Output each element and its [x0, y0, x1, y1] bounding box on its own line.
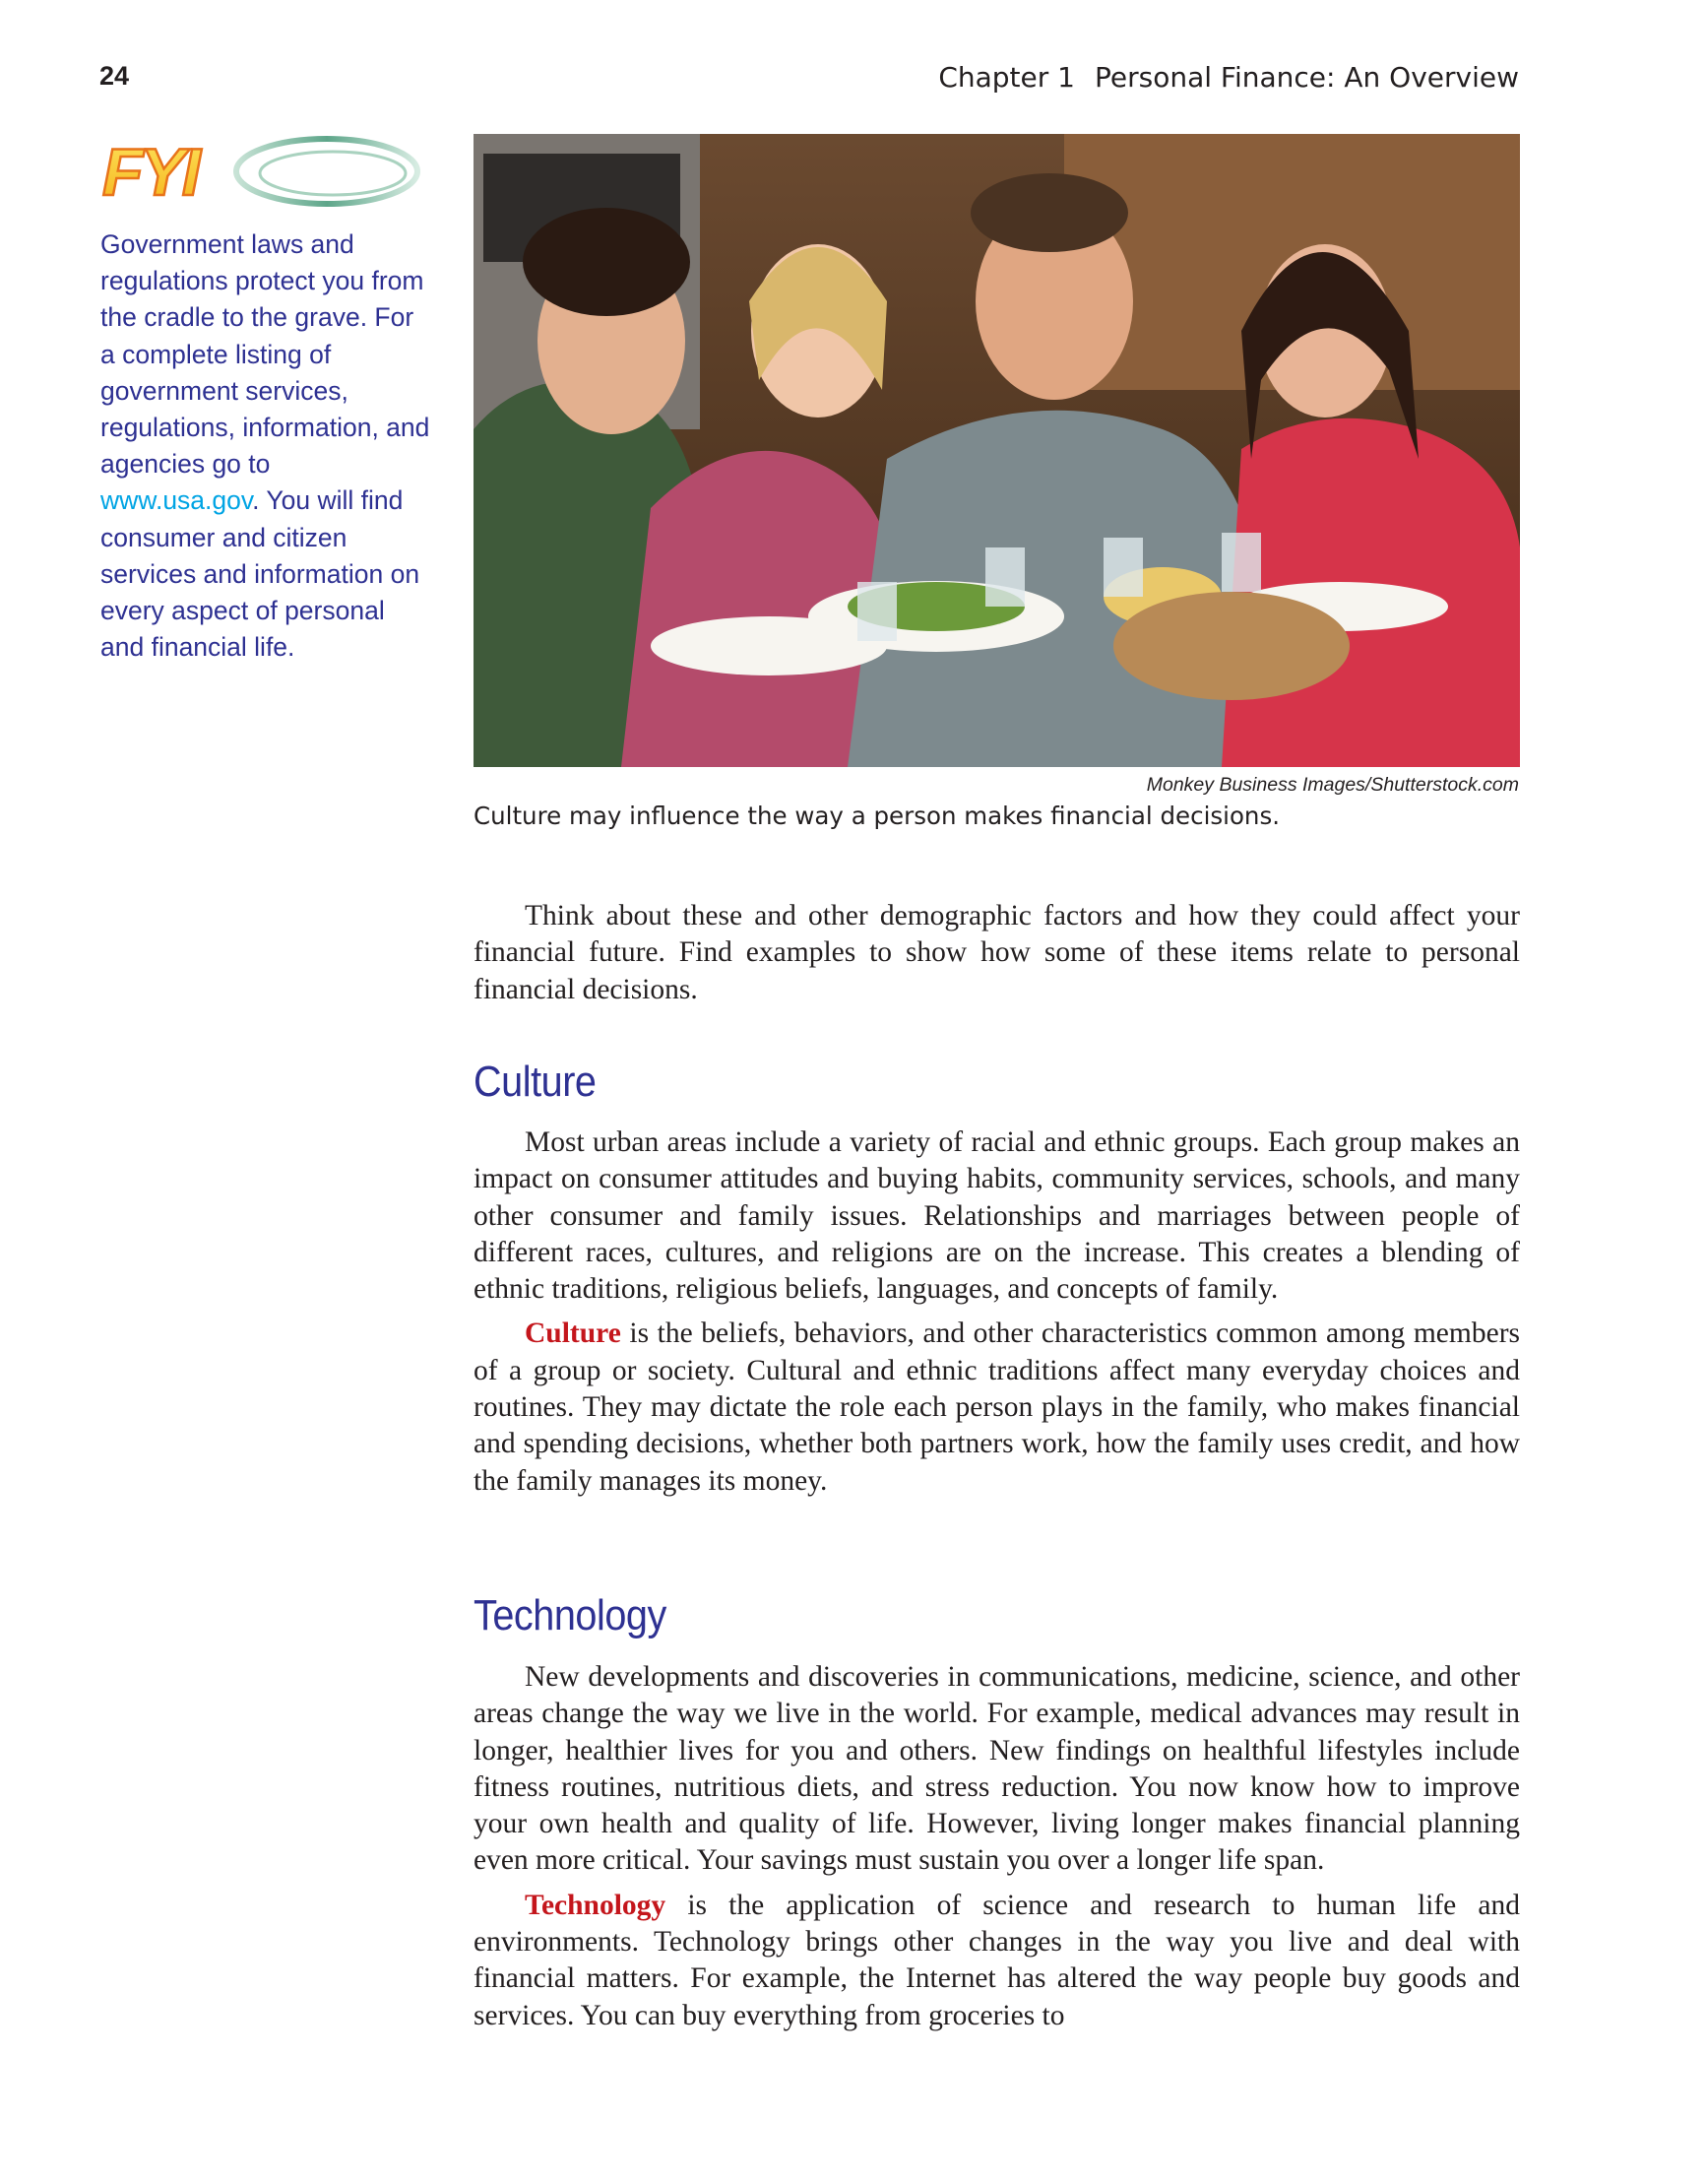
technology-paragraph-2 — [474, 1888, 1520, 2034]
fyi-text-before-link: Government laws and regulations protect you from the cradle to the grave. For a complete listing of government services, regulations, information, and agencies go to — [100, 229, 430, 480]
family-dinner-photo — [474, 134, 1520, 767]
chapter-title: Personal Finance: An Overview — [1094, 61, 1519, 94]
figure-caption: Culture may influence the way a person makes financial decisions. — [474, 802, 1281, 830]
culture-paragraph-2 — [474, 1316, 1520, 1499]
photo-credit: Monkey Business Images/Shutterstock.com — [1146, 774, 1519, 796]
technology-key-term: Technology — [525, 1889, 666, 1921]
fyi-text-after-link: . You will find consumer and citizen services and information on every aspect of personal and financial life. — [100, 485, 420, 663]
page-number: 24 — [99, 61, 130, 91]
culture-definition: is the beliefs, behaviors, and other characteristics common among members of a group or society. Cultural and ethnic traditions affect many everyday choices and routines. They may dictate the role each person plays in the family, who makes financial and spending decisions, whether both partners work, how the family uses credit, and how the family manages its money. — [474, 1317, 1520, 1497]
fyi-swoosh-inner — [260, 152, 406, 195]
intro-block — [474, 898, 1520, 1008]
chapter-label: Chapter 1 — [938, 61, 1075, 94]
technology-paragraph-1: New developments and discoveries in communications, medicine, science, and other areas change the way we live in the world. For example, medical advances may result in longer, healthier lives for you and others. New findings on healthful lifestyles include fitness routines, nutritious diets, and stress reduction. You now know how to improve your own health and quality of life. However, living longer makes financial planning even more critical. Your savings must sustain you over a longer life span. — [474, 1661, 1520, 1877]
technology-definition: is the application of science and research to human life and environments. Technology brings other changes in the way you live and deal with financial matters. For example, the Internet has altered the way people buy goods and services. You can buy everything from groceries to — [474, 1889, 1520, 2031]
usa-gov-link[interactable]: www.usa.gov — [100, 485, 253, 516]
culture-heading: Culture — [474, 1058, 597, 1106]
culture-section — [474, 1124, 1520, 1500]
intro-paragraph: Think about these and other demographic factors and how they could affect your financial future. Find examples to show how some of these items relate to personal financial decisions. — [474, 900, 1520, 1005]
technology-heading: Technology — [474, 1591, 666, 1639]
culture-key-term: Culture — [525, 1317, 621, 1350]
culture-paragraph-1: Most urban areas include a variety of racial and ethnic groups. Each group makes an impact on consumer attitudes and buying habits, community services, schools, and many other consumer and family issues. Relationships and marriages between people of different races, cultures, and religions are on the increase. This creates a blending of ethnic traditions, religious beliefs, languages, and concepts of family. — [474, 1126, 1520, 1306]
fyi-label: FYI — [102, 135, 198, 210]
fyi-sidebar-text — [100, 226, 430, 666]
fyi-logo — [98, 130, 423, 219]
technology-section — [474, 1659, 1520, 2034]
running-head — [938, 61, 1519, 94]
